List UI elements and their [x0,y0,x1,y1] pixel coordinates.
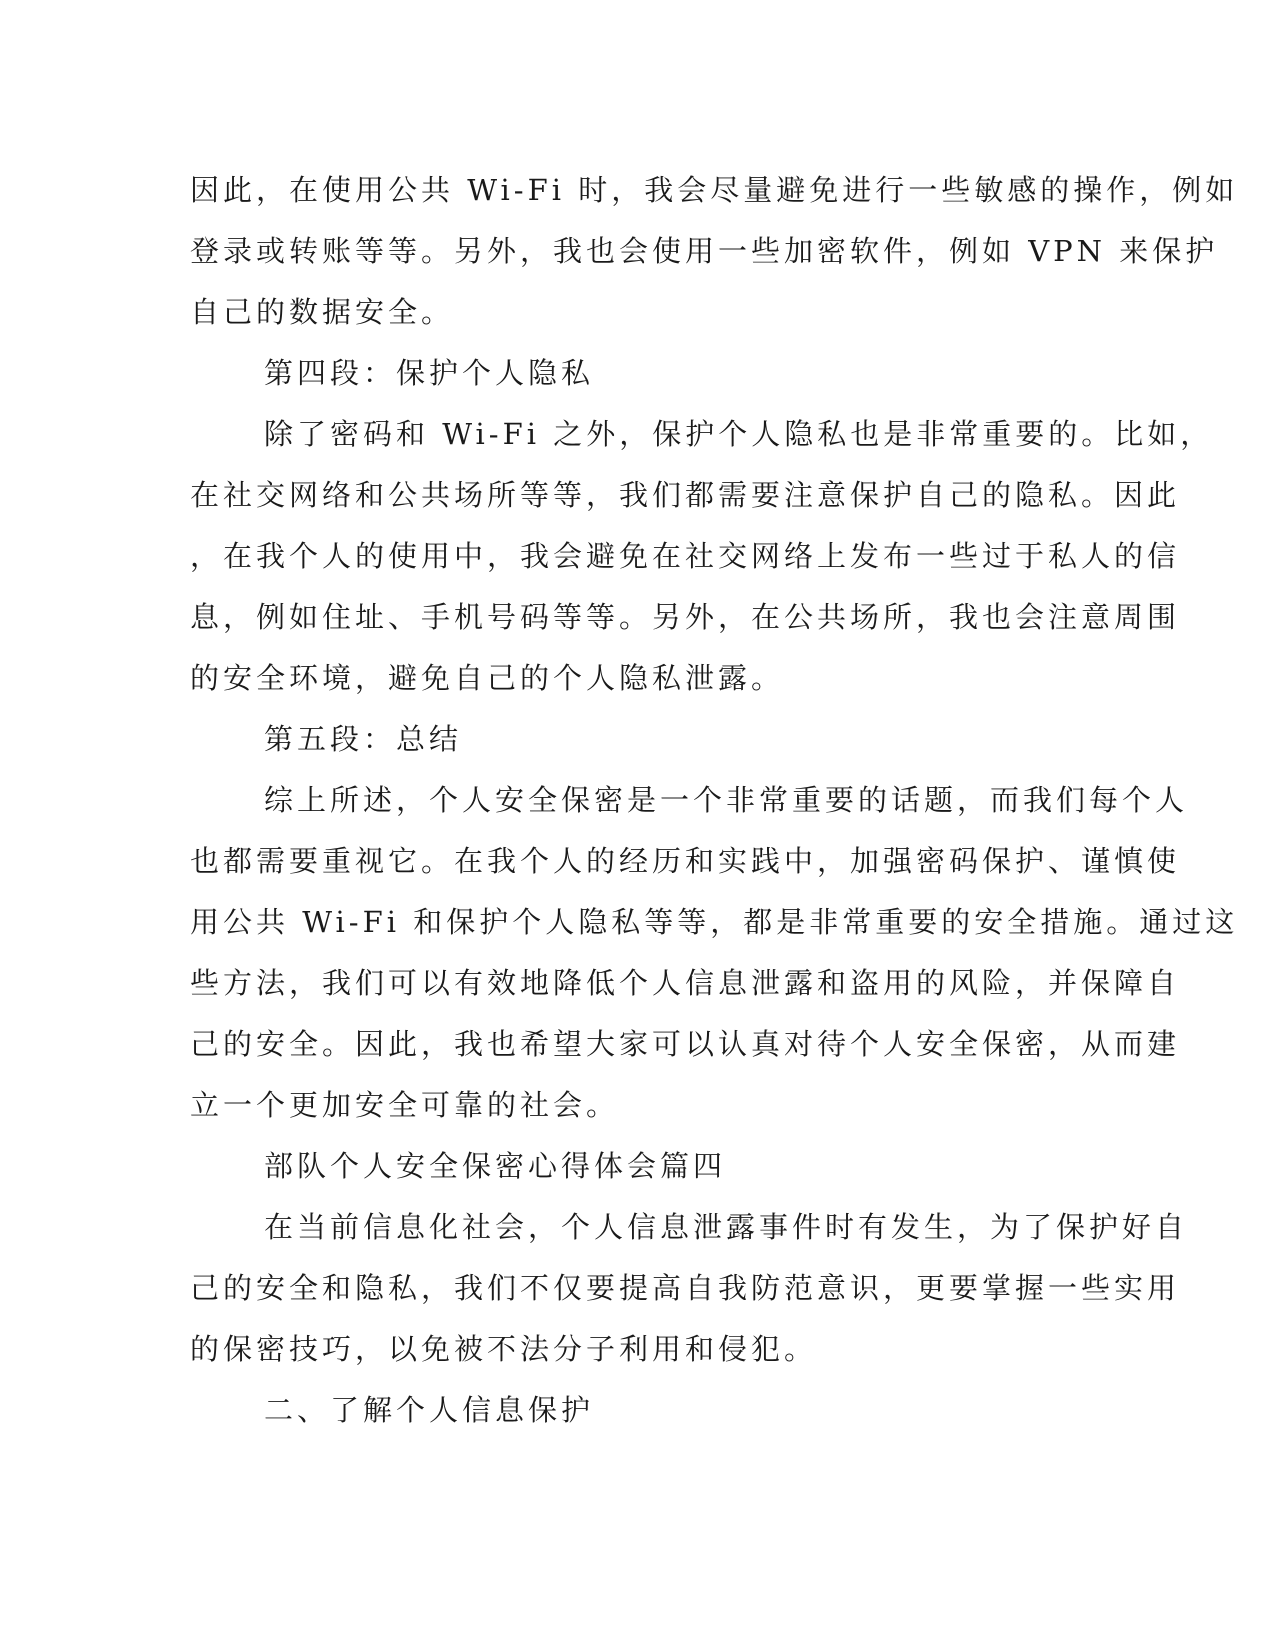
section-heading-5 [190,709,1090,770]
text-line: 己的安全和隐私，我们不仅要提高自我防范意识，更要掌握一些实用 [190,1271,1181,1305]
heading-text: 第四段：保护个人隐私 [264,356,595,390]
text-line: 自己的数据安全。 [190,295,455,329]
paragraph-summary [190,770,1239,1136]
heading-text: 部队个人安全保密心得体会篇四 [264,1149,727,1183]
text-line: ，在我个人的使用中，我会避免在社交网络上发布一些过于私人的信 [190,539,1181,573]
section-heading-2 [190,1380,1090,1441]
section-heading-4 [190,343,1090,404]
text-line: 在社交网络和公共场所等等，我们都需要注意保护自己的隐私。因此 [190,478,1181,512]
text-line: 的安全环境，避免自己的个人隐私泄露。 [190,661,785,695]
paragraph-privacy [190,404,1214,709]
heading-text: 第五段：总结 [264,722,463,756]
text-line: 的保密技巧，以免被不法分子利用和侵犯。 [190,1332,818,1366]
text-line: 在当前信息化社会，个人信息泄露事件时有发生，为了保护好自 [264,1210,1189,1244]
text-line: 息，例如住址、手机号码等等。另外，在公共场所，我也会注意周围 [190,600,1181,634]
text-line: 立一个更加安全可靠的社会。 [190,1088,620,1122]
text-line: 也都需要重视它。在我个人的经历和实践中，加强密码保护、谨慎使 [190,844,1181,878]
text-line: 些方法，我们可以有效地降低个人信息泄露和盗用的风险，并保障自 [190,966,1181,1000]
document-body [190,160,1239,1441]
heading-text: 二、了解个人信息保护 [264,1393,595,1427]
text-line: 登录或转账等等。另外，我也会使用一些加密软件，例如 VPN 来保护 [190,234,1219,268]
paragraph-wifi-caution [190,160,1239,343]
text-line: 因此，在使用公共 Wi-Fi 时，我会尽量避免进行一些敏感的操作，例如 [190,173,1239,207]
text-line: 用公共 Wi-Fi 和保护个人隐私等等，都是非常重要的安全措施。通过这 [190,905,1239,939]
text-line: 综上所述，个人安全保密是一个非常重要的话题，而我们每个人 [264,783,1189,817]
article-title-part4 [190,1136,1090,1197]
text-line: 己的安全。因此，我也希望大家可以认真对待个人安全保密，从而建 [190,1027,1181,1061]
text-line: 除了密码和 Wi-Fi 之外，保护个人隐私也是非常重要的。比如， [264,417,1214,451]
paragraph-intro [190,1197,1189,1380]
